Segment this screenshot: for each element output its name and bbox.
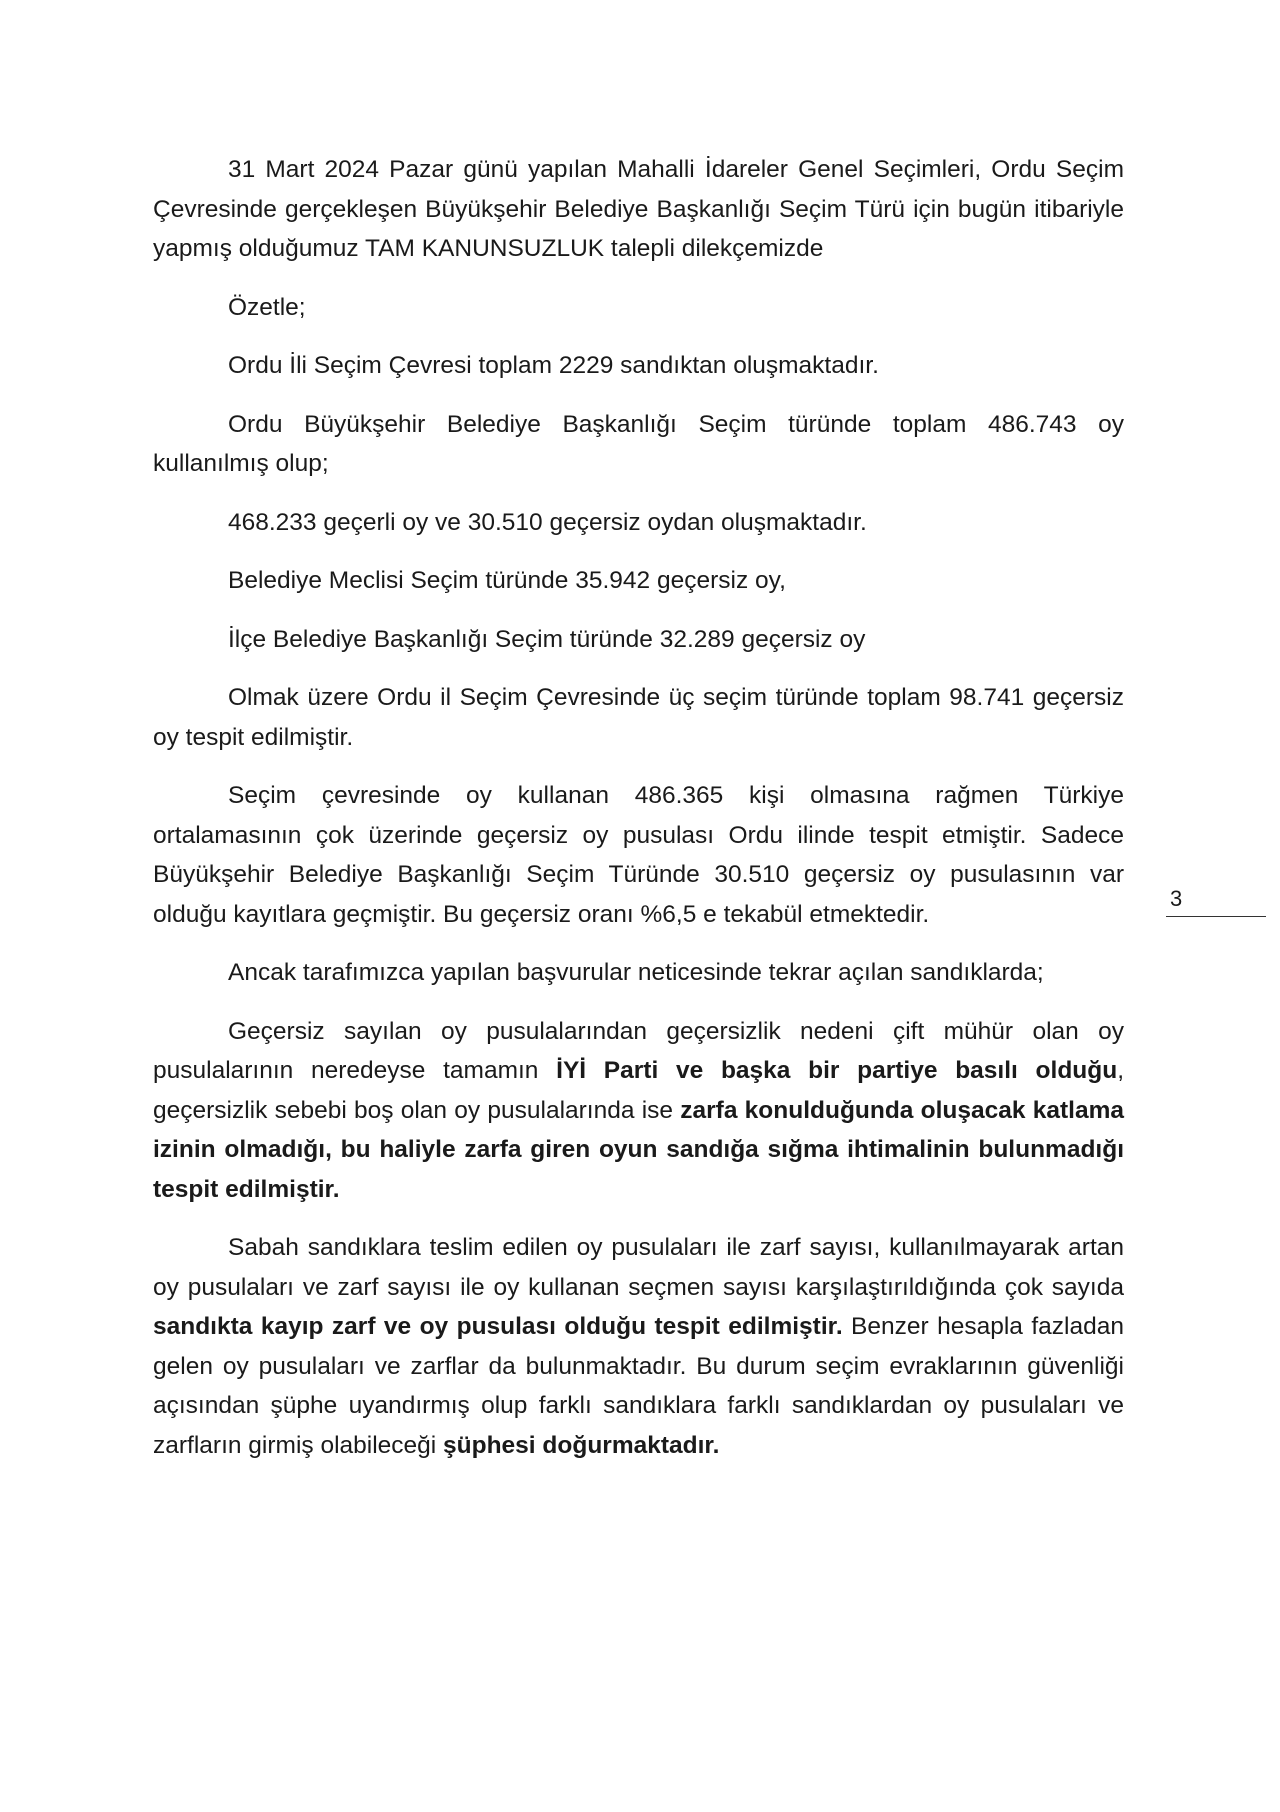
page-number: 3 [1166, 886, 1266, 917]
findings-text-1: Geçersiz sayılan oy pusulalarından geçersizlik nedeni çift mühür olan oy pusulalarının neredeyse tamamın [153, 1017, 1124, 1084]
paragraph-meclis: Belediye Meclisi Seçim türünde 35.942 geçersiz oy, [228, 567, 786, 594]
document-body [153, 150, 1124, 1484]
findings-text-2: , geçersizlik sebebi boş olan oy pusulalarında ise [153, 1057, 1124, 1124]
paragraph-total-invalid: Olmak üzere Ordu il Seçim Çevresinde üç seçim türünde toplam 98.741 geçersiz oy tespit edilmiştir. [153, 684, 1124, 751]
paragraph-findings [153, 1012, 1124, 1210]
paragraph-sandik-count: Ordu İli Seçim Çevresi toplam 2229 sandıktan oluşmaktadır. [228, 352, 879, 379]
envelopes-text-1: Sabah sandıklara teslim edilen oy pusulaları ile zarf sayısı, kullanılmayarak artan oy pusulaları ve zarf sayısı ile oy kullanan seçmen sayısı karşılaştırıldığında çok sayıda [153, 1234, 1124, 1301]
envelopes-bold-2: şüphesi doğurmaktadır. [443, 1431, 720, 1459]
envelopes-bold-1: sandıkta kayıp zarf ve oy pusulası olduğu tespit edilmiştir. [153, 1313, 843, 1340]
paragraph-ilce: İlçe Belediye Başkanlığı Seçim türünde 32.289 geçersiz oy [228, 625, 866, 653]
paragraph-ozetle: Özetle; [228, 293, 306, 321]
findings-bold-1: İYİ Parti ve başka bir partiye basılı olduğu [556, 1057, 1118, 1084]
paragraph-ratio: Seçim çevresinde oy kullanan 486.365 kişi olmasına rağmen Türkiye ortalamasının çok üzerinde geçersiz oy pusulası Ordu ilinde tespit etmiştir. Sadece Büyükşehir Belediye Başkanlığı Seçim Türünde 30.510 geçersiz oy pusulasının var olduğu kayıtlara geçmiştir. Bu geçersiz oranı %6,5 e tekabül etmektedir. [153, 782, 1124, 928]
paragraph-valid-invalid: 468.233 geçerli oy ve 30.510 geçersiz oydan oluşmaktadır. [228, 508, 867, 536]
paragraph-intro: 31 Mart 2024 Pazar günü yapılan Mahalli İdareler Genel Seçimleri, Ordu Seçim Çevresinde gerçekleşen Büyükşehir Belediye Başkanlığı Seçim Türü için bugün itibariyle yapmış olduğumuz TAM KANUNSUZLUK talepli dilekçemizde [153, 156, 1124, 262]
paragraph-envelopes [153, 1228, 1124, 1465]
findings-bold-2: zarfa konulduğunda oluşacak katlama izinin olmadığı, bu haliyle zarfa giren oyun sandığa sığma ihtimalinin bulunmadığı tespit edilmiştir. [153, 1096, 1125, 1203]
paragraph-ancak: Ancak tarafımızca yapılan başvurular neticesinde tekrar açılan sandıklarda; [228, 959, 1044, 986]
paragraph-total-votes: Ordu Büyükşehir Belediye Başkanlığı Seçim türünde toplam 486.743 oy kullanılmış olup; [153, 410, 1124, 477]
envelopes-text-2: Benzer hesapla fazladan gelen oy pusulaları ve zarflar da bulunmaktadır. Bu durum seçim evraklarının güvenliği açısından şüphe uyandırmış olup farklı sandıklara farklı sandıklardan oy pusulaları ve zarfların girmiş olabileceği [153, 1313, 1124, 1459]
